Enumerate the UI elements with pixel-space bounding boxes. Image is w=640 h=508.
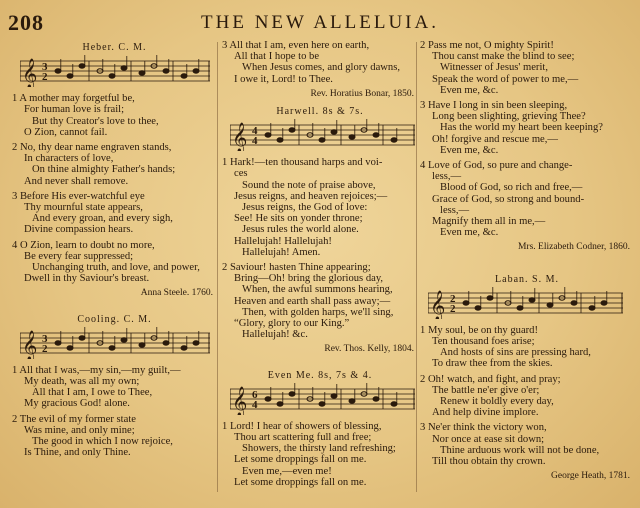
tune-title: Laban. S. M. bbox=[495, 273, 559, 285]
verse-line: Long been slighting, grieving Thee? bbox=[432, 111, 586, 123]
verse-line: When Jesus comes, and glory dawns, bbox=[242, 62, 400, 74]
note-head bbox=[121, 338, 127, 342]
note-head bbox=[319, 402, 325, 406]
verse-number: 1 bbox=[12, 364, 18, 376]
tune-title: Cooling. C. M. bbox=[77, 313, 152, 325]
music-staff bbox=[20, 327, 210, 359]
verse-line: Let some droppings fall on me. bbox=[234, 476, 367, 488]
treble-clef-icon: 𝄞 bbox=[22, 330, 38, 359]
time-signature: 4 bbox=[252, 135, 258, 148]
verse bbox=[12, 240, 217, 285]
verse-line: less,— bbox=[432, 171, 462, 183]
time-signature: 3 bbox=[42, 61, 48, 74]
note-head bbox=[319, 138, 325, 142]
note-head bbox=[67, 346, 73, 350]
hymn bbox=[222, 40, 418, 85]
verse-line: Heaven and earth shall pass away;— bbox=[234, 295, 391, 307]
note-head bbox=[79, 64, 85, 68]
verse-line: Then, with golden harps, we'll sing, bbox=[242, 306, 394, 318]
verse-line: Thine arduous work will not be done, bbox=[440, 444, 600, 456]
verse-line: The battle ne'er give o'er; bbox=[432, 384, 540, 396]
note-head bbox=[163, 69, 169, 73]
verse-line: Sound the note of praise above, bbox=[242, 179, 376, 191]
verse-line: Till thou obtain thy crown. bbox=[432, 456, 546, 468]
verse bbox=[222, 157, 418, 258]
time-signature: 2 bbox=[42, 71, 48, 84]
treble-clef-icon: 𝄞 bbox=[232, 123, 248, 152]
verse-line: Thou art scattering full and free; bbox=[234, 432, 372, 444]
note-head bbox=[331, 130, 337, 134]
verse-number: 1 bbox=[222, 157, 228, 169]
note-head bbox=[289, 392, 295, 396]
verse-line: Was mine, and only mine; bbox=[24, 424, 135, 436]
verse bbox=[12, 414, 217, 459]
verse-line: Be every fear suppressed; bbox=[24, 250, 134, 262]
verse-line: The evil of my former state bbox=[19, 413, 136, 425]
verse bbox=[222, 40, 418, 85]
verse bbox=[12, 365, 217, 410]
verse-line: And help divine implore. bbox=[432, 407, 539, 419]
verse bbox=[12, 142, 217, 187]
verse-line: Has the world my heart been keeping? bbox=[440, 122, 603, 134]
hymn-author: Rev. Horatius Bonar, 1850. bbox=[310, 88, 414, 99]
hymn bbox=[12, 93, 217, 284]
verse-line: Nor once at ease sit down; bbox=[432, 433, 545, 445]
verse-line: To draw thee from the skies. bbox=[432, 358, 553, 370]
hymn-author: Anna Steele. 1760. bbox=[140, 288, 213, 299]
note-head bbox=[517, 306, 523, 310]
verse-line: Lord! I hear of showers of blessing, bbox=[229, 420, 382, 432]
verse-line: Speak the word of power to me,— bbox=[432, 73, 579, 85]
time-signature: 4 bbox=[252, 125, 258, 138]
verse-line: On thine almighty Father's hands; bbox=[32, 164, 176, 176]
verse-number: 1 bbox=[420, 324, 426, 336]
verse-line: Even me, &c. bbox=[440, 227, 499, 239]
verse-line: Hallelujah! &c. bbox=[242, 329, 308, 341]
verse bbox=[420, 422, 634, 467]
verse-line: When, the awful summons hearing, bbox=[242, 284, 393, 296]
verse-line: A mother may forgetful be, bbox=[19, 93, 135, 105]
time-signature: 4 bbox=[252, 398, 258, 411]
note-head bbox=[193, 69, 199, 73]
verse-line: For human love is frail; bbox=[24, 104, 125, 116]
verse-number: 4 bbox=[420, 160, 426, 172]
page-number: 208 bbox=[8, 10, 44, 35]
note-head bbox=[529, 298, 535, 302]
music-staff bbox=[20, 55, 210, 87]
verse-line: O Zion, learn to doubt no more, bbox=[19, 239, 155, 251]
note-head bbox=[571, 301, 577, 305]
note-head bbox=[601, 301, 607, 305]
time-signature: 6 bbox=[252, 388, 258, 401]
verse-line: Thy mournful state appears, bbox=[24, 202, 143, 214]
note-head bbox=[391, 402, 397, 406]
verse-number: 2 bbox=[420, 40, 426, 51]
verse-line: The good in which I now rejoice, bbox=[32, 436, 173, 448]
verse-line: Showers, the thirsty land refreshing; bbox=[242, 443, 396, 455]
note-head bbox=[55, 341, 61, 345]
note-head bbox=[463, 301, 469, 305]
verse-line: But thy Creator's love to thee, bbox=[32, 115, 159, 127]
tune-title: Even Me. 8s, 7s & 4. bbox=[267, 369, 373, 381]
note-head bbox=[391, 138, 397, 142]
verse-line: Divine compassion hears. bbox=[24, 224, 134, 236]
verse-line: My soul, be on thy guard! bbox=[427, 324, 538, 336]
verse-number: 2 bbox=[12, 413, 18, 425]
verse bbox=[420, 374, 634, 419]
column-right bbox=[420, 40, 634, 487]
verse-line: ces bbox=[234, 168, 248, 180]
note-head bbox=[67, 74, 73, 78]
verse-line: And never shall remove. bbox=[24, 175, 129, 187]
tune-title: Harwell. 8s & 7s. bbox=[276, 106, 364, 118]
verse-line: Oh! watch, and fight, and pray; bbox=[427, 373, 561, 385]
verse-number: 2 bbox=[12, 142, 18, 154]
verse bbox=[12, 191, 217, 236]
verse-number: 1 bbox=[12, 93, 18, 105]
verse bbox=[420, 40, 634, 96]
treble-clef-icon: 𝄞 bbox=[232, 386, 248, 415]
note-head bbox=[373, 397, 379, 401]
verse bbox=[420, 325, 634, 370]
verse-line: Ten thousand foes arise; bbox=[432, 336, 535, 348]
note-head bbox=[139, 343, 145, 347]
tune-title: Heber. C. M. bbox=[82, 42, 147, 53]
verse-line: Saviour! hasten Thine appearing; bbox=[229, 262, 371, 274]
note-head bbox=[277, 402, 283, 406]
verse-line: In characters of love, bbox=[24, 153, 114, 165]
verse-line: See! He sits on yonder throne; bbox=[234, 213, 363, 225]
verse bbox=[420, 100, 634, 156]
time-signature: 2 bbox=[450, 292, 456, 305]
verse-line: And every groan, and every sigh, bbox=[32, 213, 173, 225]
column-left bbox=[12, 40, 217, 462]
verse-line: I owe it, Lord! to Thee. bbox=[234, 73, 333, 85]
verse-line: All that I hope to be bbox=[234, 51, 320, 63]
verse-line: Jesus reigns, and heaven rejoices;— bbox=[234, 190, 388, 202]
verse-line: My death, was all my own; bbox=[24, 376, 140, 388]
hymn-author: Rev. Thos. Kelly, 1804. bbox=[324, 344, 414, 355]
verse-line: Bring—Oh! bring the glorious day, bbox=[234, 273, 384, 285]
verse-line: Unchanging truth, and love, and power, bbox=[32, 262, 200, 274]
verse-line: Is Thine, and only Thine. bbox=[24, 447, 131, 459]
column-divider bbox=[217, 42, 218, 492]
note-head bbox=[55, 69, 61, 73]
verse-line: Magnify them all in me,— bbox=[432, 216, 546, 228]
time-signature: 2 bbox=[450, 302, 456, 315]
verse-number: 3 bbox=[12, 190, 18, 202]
verse-number: 1 bbox=[222, 420, 228, 432]
verse-line: Love of God, so pure and change- bbox=[427, 160, 573, 172]
treble-clef-icon: 𝄞 bbox=[430, 290, 446, 319]
verse-line: Grace of God, so strong and bound- bbox=[432, 193, 585, 205]
verse-line: All that I am, I owe to Thee, bbox=[32, 387, 153, 399]
note-head bbox=[349, 399, 355, 403]
verse-line: Pass me not, O mighty Spirit! bbox=[427, 40, 554, 51]
verse-line: Hallelujah! Hallelujah! bbox=[234, 235, 332, 247]
book-title: THE NEW ALLELUIA. bbox=[201, 12, 439, 33]
verse-line: All that I am, even here on earth, bbox=[229, 40, 370, 51]
note-head bbox=[79, 336, 85, 340]
verse bbox=[222, 262, 418, 340]
verse-line: Oh! forgive and rescue me,— bbox=[432, 133, 559, 145]
note-head bbox=[547, 303, 553, 307]
note-head bbox=[181, 346, 187, 350]
note-head bbox=[475, 306, 481, 310]
verse bbox=[222, 421, 418, 488]
verse-number: 4 bbox=[12, 239, 18, 251]
verse-line: Even me, &c. bbox=[440, 144, 499, 156]
column-middle bbox=[222, 40, 418, 492]
note-head bbox=[193, 341, 199, 345]
verse-line: No, thy dear name engraven stands, bbox=[19, 142, 172, 154]
note-head bbox=[139, 71, 145, 75]
note-head bbox=[349, 135, 355, 139]
hymn-author: George Heath, 1781. bbox=[551, 471, 630, 482]
verse-line: Let some droppings fall on me. bbox=[234, 454, 367, 466]
verse-line: Before His ever-watchful eye bbox=[19, 190, 145, 202]
hymn-author: Mrs. Elizabeth Codner, 1860. bbox=[517, 242, 630, 253]
verse-line: Ne'er think the victory won, bbox=[427, 422, 547, 434]
note-head bbox=[487, 296, 493, 300]
verse-line: Blood of God, so rich and free,— bbox=[440, 182, 583, 194]
verse bbox=[12, 93, 217, 138]
verse-line: Thou canst make the blind to see; bbox=[432, 51, 575, 63]
verse-line: less,— bbox=[440, 204, 470, 216]
time-signature: 2 bbox=[42, 342, 48, 355]
hymn bbox=[222, 157, 418, 340]
verse-line: My gracious God! alone. bbox=[24, 398, 130, 410]
verse-line: Have I long in sin been sleeping, bbox=[427, 100, 568, 112]
note-head bbox=[331, 394, 337, 398]
treble-clef-icon: 𝄞 bbox=[22, 59, 38, 88]
verse-line: Jesus rules the world alone. bbox=[242, 224, 359, 236]
verse-line: Hallelujah! Amen. bbox=[242, 246, 321, 258]
note-head bbox=[277, 138, 283, 142]
verse-number: 3 bbox=[222, 40, 228, 51]
verse bbox=[420, 160, 634, 238]
music-staff bbox=[230, 119, 415, 151]
verse-line: Hark!—ten thousand harps and voi- bbox=[229, 157, 383, 169]
verse-line: Renew it boldly every day, bbox=[440, 396, 554, 408]
verse-line: Jesus reigns, the God of love: bbox=[242, 202, 368, 214]
note-head bbox=[265, 397, 271, 401]
verse-line: Even me, &c. bbox=[440, 84, 499, 96]
verse-number: 3 bbox=[420, 100, 426, 112]
page-header bbox=[0, 10, 640, 34]
note-head bbox=[181, 74, 187, 78]
hymn bbox=[222, 421, 418, 488]
verse-number: 2 bbox=[222, 262, 228, 274]
verse-number: 3 bbox=[420, 422, 426, 434]
note-head bbox=[373, 133, 379, 137]
note-head bbox=[109, 346, 115, 350]
note-head bbox=[265, 133, 271, 137]
note-head bbox=[109, 74, 115, 78]
verse-line: Dwell in thy Saviour's breast. bbox=[24, 273, 150, 285]
note-head bbox=[163, 341, 169, 345]
verse-line: And hosts of sins are pressing hard, bbox=[440, 347, 591, 359]
verse-line: Witnesser of Jesus' merit, bbox=[440, 62, 548, 74]
verse-line: “Glory, glory to our King.” bbox=[234, 318, 350, 330]
verse-line: Even me,—even me! bbox=[242, 465, 332, 477]
verse-number: 2 bbox=[420, 373, 426, 385]
hymn bbox=[420, 40, 634, 238]
time-signature: 3 bbox=[42, 332, 48, 345]
verse-line: O Zion, cannot fail. bbox=[24, 126, 108, 138]
note-head bbox=[589, 306, 595, 310]
music-staff bbox=[230, 383, 415, 415]
hymn bbox=[12, 365, 217, 459]
hymn bbox=[420, 325, 634, 467]
note-head bbox=[289, 128, 295, 132]
note-head bbox=[121, 66, 127, 70]
music-staff bbox=[428, 287, 623, 319]
verse-line: All that I was,—my sin,—my guilt,— bbox=[19, 364, 181, 376]
